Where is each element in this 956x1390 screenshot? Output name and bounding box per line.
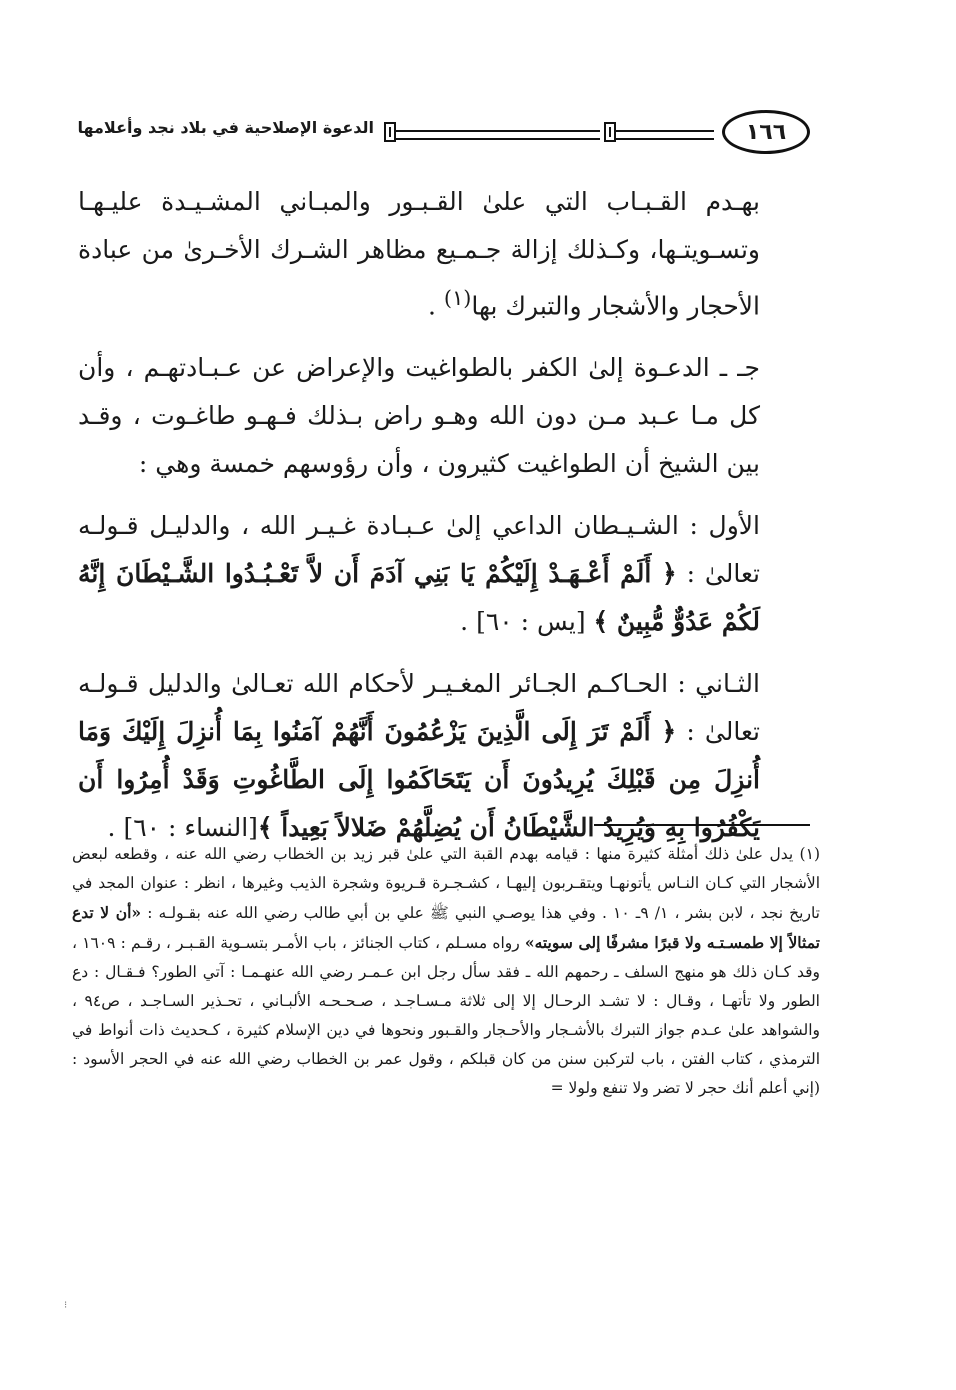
- header-rule: [396, 130, 600, 140]
- footnote-text: رواه مسـلم ، كتاب الجنائز ، باب الأمـر بتسـوية القـبـر ، رقـم : ١٦٠٩ ، وقد كـان ذلك هو منهج السلف ـ رحمهم الله ـ فقد سأل رجل ابن عـمـر رضي الله عنهـمـا : آتي الطور؟ فـقـال : دع الطور ولا تأتهـا ، وقـال : لا تشـد الرحـال إلا إلى ثلاثة مـسـاجـد ، صـحـحـه الألبـاني ، تحـذير السـاجـد ، ص٩٤ ، والشواهد علىٰ عـدم جواز التبرك بالأشـجار والأحـجار والقـبور ونحوها في دين الإسلام كثيرة ، كـحديث ذات أنواط في الترمذي ، كتاب الفتن ، باب لتركبن سنن من كان قبلكم ، وقول عمر بن الخطاب رضي الله عنه في الحجر الأسود : (إني أعلم أنك حجر لا تضر ولا تنفع ولولا =: [72, 934, 820, 1097]
- header-rule: [616, 130, 714, 140]
- footnote-paragraph: [72, 840, 820, 1103]
- page-number: ١٦٦: [722, 110, 810, 154]
- footnote-text: (١) يدل علىٰ ذلك أمثلة كثيرة منها : قيامه بهدم القبة التي علىٰ قبر زيد بن الخطاب رضي الله عنه ، وقطعه لبعض الأشجار التي كـان النـاس يأتونهـا ويتقـربون إليهـا ، كشـجـرة قـريوة وشجرة الذيب وغيرها ، انظر : عنوان المجد في تاريخ نجد ، لابن بشر ، ١/ ٩ـ ١٠ . وفي هذا يوصـي النبي ﷺ علي بن أبي طالب رضي الله عنه بقـولـه :: [72, 845, 820, 922]
- margin-mark: ⁝: [64, 1300, 68, 1311]
- paragraph-end: .: [428, 291, 444, 321]
- quran-verse: ﴿ أَلَمْ أَعْـهَـدْ إِلَيْكُمْ يَا بَنِي آدَمَ أَن لاَّ تَعْـبُـدُوا الشَّـيْطَانَ إِنَّهُ لَكُمْ عَدُوٌّ مُّبِينٌ ﴾: [78, 559, 760, 637]
- paragraph: جـ ـ الدعـوة إلىٰ الكفر بالطواغيت والإعراض عن عـبـادتهـم ، وأن كل مـا عـبد مـن دون الله وهـو راض بـذلك فـهـو طاغـوت ، وقـد بين الشيخ أن الطواغيت كثيرون ، وأن رؤوسهم خمسة وهي :: [78, 353, 760, 479]
- footnote: [72, 840, 820, 1103]
- verse-reference: [النساء : ٦٠] .: [107, 813, 258, 843]
- hadith-quote: «أن لا تدع تمثالاً إلا طمسـتـه ولا قبرًا مشرفًا إلى سويته»: [72, 903, 820, 952]
- header-rule-ornament: [604, 122, 616, 142]
- main-text: [78, 178, 760, 866]
- paragraph-text: الثـاني : الحـاكـم الجـائر المغـيـر لأحكام الله تعـالىٰ والدليل قـولـه تعالىٰ :: [78, 669, 760, 747]
- running-header: [77, 108, 810, 158]
- quran-verse: ﴿ أَلَمْ تَرَ إِلَى الَّذِينَ يَزْعُمُونَ أَنَّهُمْ آمَنُوا بِمَا أُنزِلَ إِلَيْكَ وَمَا أُنزِلَ مِن قَبْلِكَ يُرِيدُونَ أَن يَتَحَاكَمُوا إِلَى الطَّاغُوتِ وَقَدْ أُمِرُوا أَن يَكْفُرُوا بِهِ وَيُرِيدُ الشَّيْطَانُ أَن يُضِلَّهُمْ ضَلالاً بَعِيداً ﴾: [78, 717, 760, 843]
- paragraph-text: الأول : الشـيـطان الداعي إلىٰ عـبـادة غـيـر الله ، والدليـل قـولـه تعالىٰ :: [78, 511, 760, 589]
- footnote-reference: (١): [443, 286, 472, 310]
- paragraph: [78, 178, 760, 330]
- verse-reference: [يس : ٦٠] .: [460, 607, 594, 637]
- paragraph: [78, 502, 760, 646]
- header-rule-ornament: [384, 122, 396, 142]
- paragraph-text: بهـدم القـبـاب التي علىٰ القـبـور والمبـاني المشـيـدة عليـهـا وتسـويتـها، وكـذلك إزالة جـمـيع مظاهر الشـرك الأخـرىٰ من عبادة الأحجار والأشجار والتبرك بها: [78, 187, 760, 321]
- footnote-separator: [594, 824, 810, 826]
- running-title: الدعوة الإصلاحية في بلاد نجد وأعلامها: [77, 118, 374, 137]
